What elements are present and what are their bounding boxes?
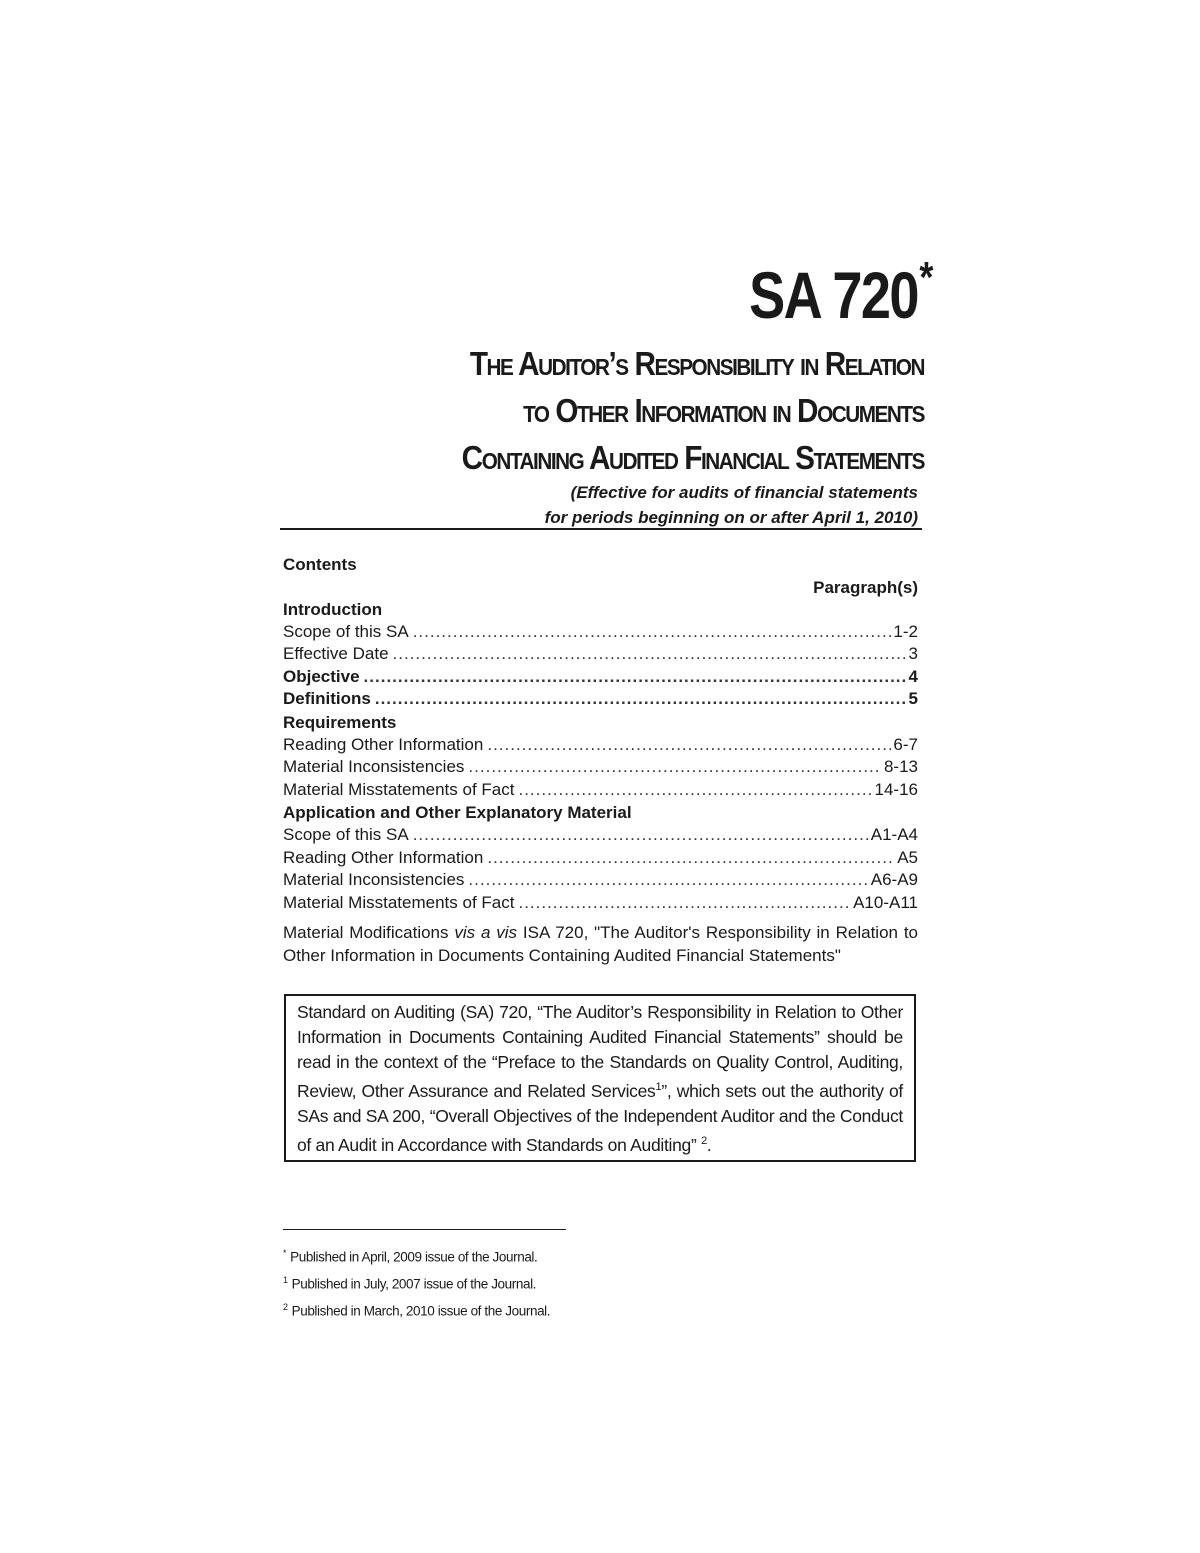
toc-entry[interactable] <box>283 893 918 916</box>
toc-entry-label: Material Inconsistencies <box>283 757 465 777</box>
toc-entry[interactable] <box>283 780 918 803</box>
footnote-mark: 2 <box>283 1302 288 1312</box>
title-line: to Other Information in Documents <box>523 392 924 429</box>
dot-leader <box>468 757 882 777</box>
toc-entry-label: Effective Date <box>283 644 389 664</box>
toc-entry-paragraphs: 1-2 <box>893 621 918 641</box>
modifications-italic: vis a vis <box>454 923 518 942</box>
toc-entry-paragraphs: 5 <box>908 689 918 709</box>
preface-text: Standard on Auditing (SA) 720, “The Auditor’s Responsibility in Relation to Other Information in Documents Containing Audited Financial Statements” should be read in the context of the “Preface to the Standards on Quality Control, Auditing, Review, Other Assurance and Related Services <box>297 1002 903 1102</box>
footnote-text: Published in April, 2009 issue of the Journal. <box>290 1249 538 1265</box>
dot-leader <box>518 893 851 913</box>
toc-entry[interactable] <box>283 644 918 667</box>
title-line: The Auditor’s Responsibility in Relation <box>469 345 924 382</box>
dot-leader <box>413 622 892 642</box>
dot-leader <box>518 780 872 800</box>
toc-entry-label: Scope of this SA <box>283 621 409 641</box>
standard-number <box>749 253 932 332</box>
toc-entry[interactable] <box>283 757 918 780</box>
preface-text: . <box>706 1135 712 1156</box>
toc-section-requirements: Requirements <box>283 712 397 732</box>
title-divider <box>280 528 922 530</box>
footnote-mark: 1 <box>283 1275 288 1285</box>
toc-entry-label: Scope of this SA <box>283 824 409 844</box>
effective-line: for periods beginning on or after April 1, 2010) <box>544 508 918 527</box>
toc-entry[interactable] <box>283 825 918 848</box>
toc-entry-objective[interactable] <box>283 667 918 690</box>
title-line: Containing Audited Financial Statements <box>461 439 924 476</box>
dot-leader <box>375 689 907 709</box>
toc-entry-paragraphs: A6-A9 <box>870 870 918 890</box>
material-modifications-entry[interactable] <box>283 921 918 967</box>
dot-leader <box>413 825 869 845</box>
toc-entry-paragraphs: A5 <box>897 847 918 867</box>
footnote-text: Published in July, 2007 issue of the Journal. <box>291 1276 537 1292</box>
toc-entry-label: Objective <box>283 666 360 686</box>
dot-leader <box>393 644 907 664</box>
toc-entry-label: Material Inconsistencies <box>283 870 465 890</box>
toc-entry-paragraphs: 4 <box>908 666 918 686</box>
dot-leader <box>487 735 891 755</box>
toc-section-introduction: Introduction <box>283 600 383 619</box>
toc-entry[interactable] <box>283 848 918 871</box>
effective-date-note <box>545 480 918 530</box>
toc-entry-paragraphs: 8-13 <box>883 757 918 777</box>
toc-entry-paragraphs: A10-A11 <box>853 892 918 912</box>
modifications-text: ISA 720, "The Auditor's Responsibility in Relation to Other Information in Documents Containing Audited Financial Statements" <box>283 923 918 965</box>
toc-entry[interactable] <box>283 735 918 758</box>
standard-number-asterisk: * <box>919 253 932 302</box>
toc-entry[interactable] <box>283 870 918 893</box>
modifications-text: Material Modifications <box>283 923 455 942</box>
paragraphs-column-heading: Paragraph(s) <box>813 578 918 597</box>
dot-leader <box>487 848 895 868</box>
dot-leader <box>364 667 907 687</box>
footnote-divider <box>283 1229 566 1230</box>
footnote <box>283 1242 550 1269</box>
footnote <box>283 1296 550 1323</box>
footnote-ref[interactable]: 1 <box>655 1081 662 1094</box>
footnote-text: Published in March, 2010 issue of the Journal. <box>291 1303 551 1319</box>
footnote-mark: * <box>283 1248 287 1258</box>
footnote <box>283 1269 550 1296</box>
toc-entry-label: Material Misstatements of Fact <box>283 892 515 912</box>
toc-entry-label: Definitions <box>283 689 371 709</box>
toc-entry-paragraphs: 14-16 <box>874 779 918 799</box>
effective-line: (Effective for audits of financial statements <box>570 483 918 502</box>
toc-entry-label: Reading Other Information <box>283 847 484 867</box>
document-title <box>240 340 924 481</box>
contents-heading: Contents <box>283 555 357 574</box>
toc-entry-definitions[interactable] <box>283 689 918 712</box>
table-of-contents <box>283 599 918 915</box>
toc-entry[interactable] <box>283 622 918 645</box>
toc-entry-paragraphs: 6-7 <box>893 734 918 754</box>
preface-note-box <box>284 994 916 1162</box>
toc-section-application: Application and Other Explanatory Material <box>283 803 632 823</box>
toc-entry-paragraphs: 3 <box>908 644 918 664</box>
toc-entry-label: Reading Other Information <box>283 734 484 754</box>
standard-number-text: SA 720 <box>749 258 918 332</box>
toc-entry-label: Material Misstatements of Fact <box>283 779 515 799</box>
toc-entry-paragraphs: A1-A4 <box>870 824 918 844</box>
footnotes <box>283 1242 550 1323</box>
footnote-ref[interactable]: 2 <box>701 1135 707 1148</box>
preface-text: ”, which sets out the authority of SAs and SA 200, “Overall Objectives of the Independent Auditor and the Conduct of an Audit in Accordance with Standards on Auditing” <box>297 1081 903 1156</box>
dot-leader <box>468 870 868 890</box>
